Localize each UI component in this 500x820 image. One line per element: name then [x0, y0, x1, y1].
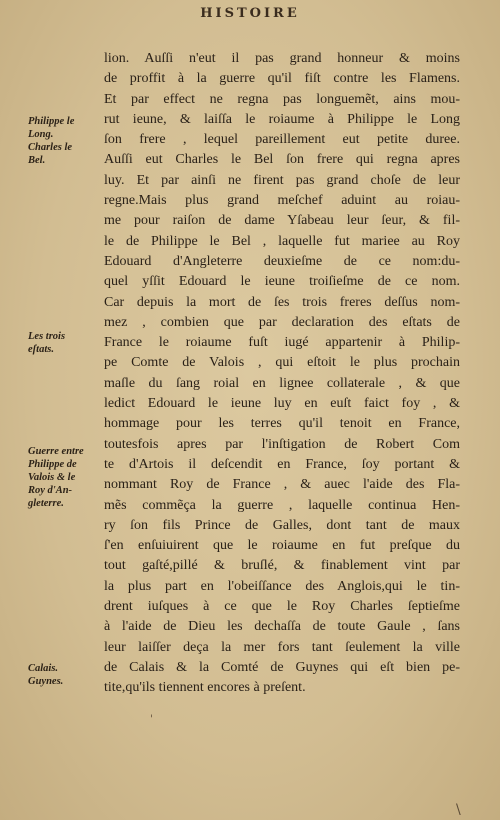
margin-note-line: Calais.: [28, 663, 59, 674]
margin-note-line: Philippe le: [28, 116, 75, 127]
text-line: hommage pour les terres qu'il tenoit en France,: [104, 416, 460, 432]
margin-note-line: gleterre.: [28, 498, 64, 509]
text-line: tout gaſté,pillé & bruſlé, & finablement vint par: [104, 558, 460, 574]
ink-mark-corner: \: [456, 802, 461, 818]
text-line: leur laiſſer deça la mer fors tant ſeulement la ville: [104, 639, 460, 655]
text-line: Auſſi eut Charles le Bel ſon frere qui regna apres: [104, 152, 460, 168]
body-text: [104, 49, 460, 699]
margin-note-line: Bel.: [28, 155, 46, 166]
margin-note-line: Long.: [28, 129, 54, 140]
text-line: le de Philippe le Bel , laquelle fut mariee au Roy: [104, 233, 460, 249]
margin-note-line: Philippe de: [28, 459, 77, 470]
text-line: ſon frere , lequel pareillement eut petite duree.: [104, 132, 460, 148]
text-line: Car depuis la mort de ſes trois freres deſſus nom-: [104, 294, 460, 310]
margin-note-line: Roy d'An-: [28, 485, 73, 496]
text-line: ry ſon fils Prince de Galles, dont tant de maux: [104, 517, 460, 533]
running-header: HISTOIRE: [200, 6, 300, 21]
margin-note-line: eſtats.: [28, 344, 54, 355]
margin-note-line: Guerre entre: [28, 446, 84, 457]
text-line: toutesfois apres par l'inſtigation de Robert Com: [104, 436, 460, 452]
text-line: nommant Roy de France , & auec l'aide des Fla-: [104, 477, 460, 493]
text-line: quel yſſit Edouard le ieune troiſieſme de ce nom.: [104, 274, 460, 290]
text-line: de Calais & la Comté de Guynes qui eſt bien pe-: [104, 659, 460, 675]
text-line: mez , combien que par declaration des eſtats de: [104, 314, 460, 330]
margin-note-guerre: [28, 445, 102, 510]
text-line: pe Comte de Valois , qui eſtoit le plus prochain: [104, 355, 460, 371]
text-line: drent iuſques à ce que le Roy Charles ſeptieſme: [104, 599, 460, 615]
margin-note-line: Valois & le: [28, 472, 76, 483]
margin-note-line: Les trois: [28, 331, 66, 342]
text-line: Et par effect ne regna pas longuemẽt, ains mou-: [104, 91, 460, 107]
text-line: me pour raiſon de dame Yſabeau leur ſeur, & fil-: [104, 213, 460, 229]
margin-note-line: Guynes.: [28, 676, 64, 687]
margin-note-philippe-charles: [28, 115, 102, 167]
text-line: de proffit à la guerre qu'il fiſt contre les Flamens.: [104, 71, 460, 87]
text-line: Edouard d'Angleterre deuxieſme de ce nom:du-: [104, 253, 460, 269]
text-line: regne.Mais plus grand meſchef aduint au roiau-: [104, 193, 460, 209]
ink-mark: ': [150, 714, 153, 725]
text-line: la plus part en l'obeiſſance des Anglois,qui le tin-: [104, 578, 460, 594]
text-line: ledict Edouard le ieune luy en euſt faict foy , &: [104, 396, 460, 412]
text-line: rut ieune, & laiſſa le roiaume à Philippe le Long: [104, 111, 460, 127]
text-line: tite,qu'ils tiennent encores à preſent.: [104, 680, 306, 696]
margin-note-calais-guynes: [28, 662, 102, 688]
text-line: luy. Et par ainſi ne firent pas grand choſe de leur: [104, 172, 460, 188]
text-line: mẽs commẽça la guerre , laquelle continua Hen-: [104, 497, 460, 513]
text-line: ſ'en enſuiuirent que le roiaume en fut preſque du: [104, 538, 460, 554]
text-line: lion. Auſſi n'eut il pas grand honneur & moins: [104, 51, 460, 66]
text-line: à l'aide de Dieu les dechaſſa de toute Gaule , ſans: [104, 619, 460, 635]
text-line: te d'Artois il deſcendit en France, ſoy portant &: [104, 456, 460, 472]
text-line: France le roiaume fuſt iugé appartenir à Philip-: [104, 335, 460, 351]
margin-note-line: Charles le: [28, 142, 73, 153]
margin-note-trois-estats: [28, 330, 102, 356]
text-line: maſle du ſang roial en lignee collaterale , & que: [104, 375, 460, 391]
